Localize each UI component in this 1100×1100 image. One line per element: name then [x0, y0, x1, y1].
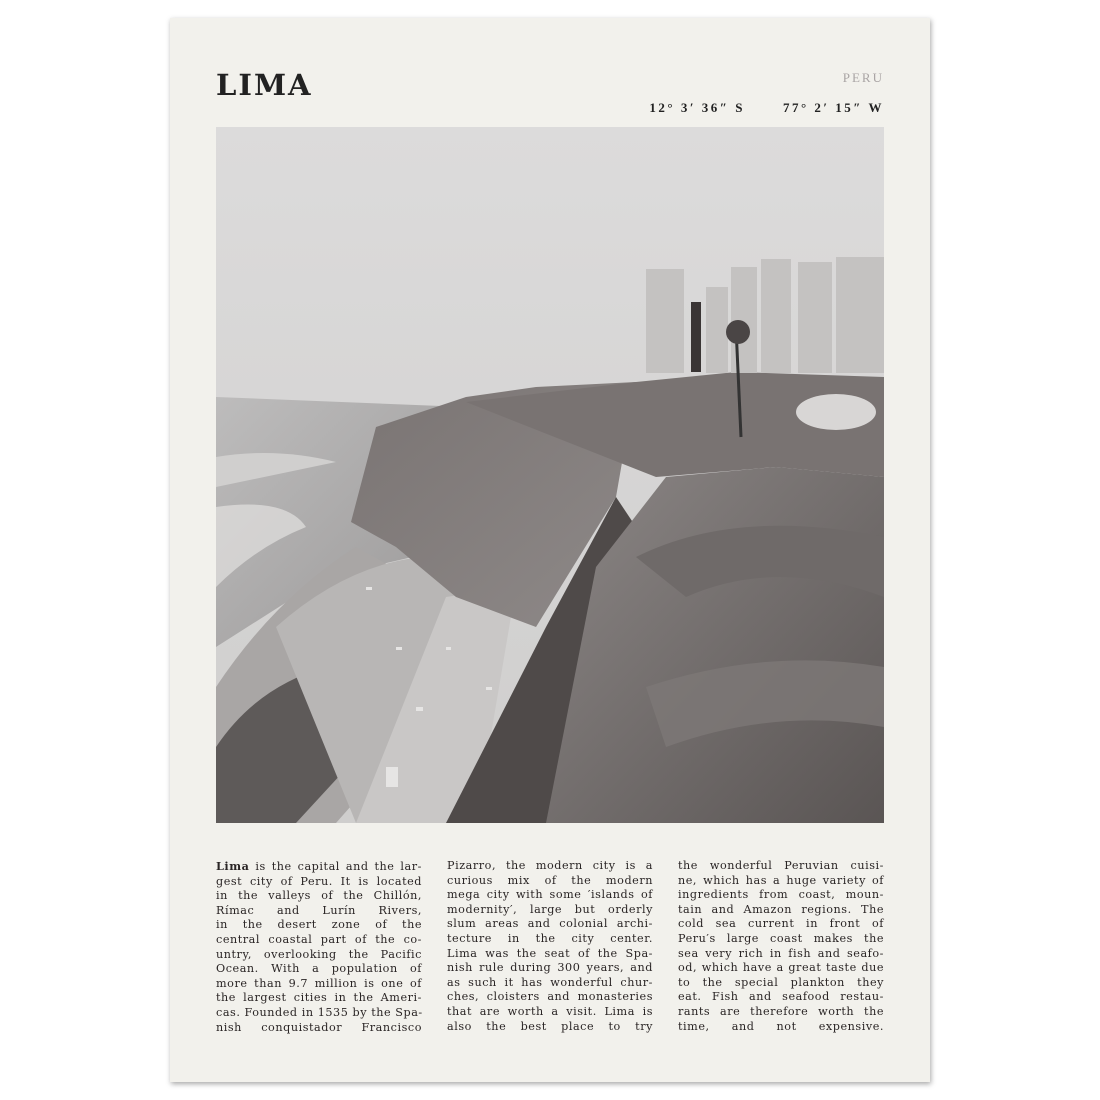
text-line: tecture in the city center. [447, 931, 653, 945]
text-line: Lima was the seat of the Spa- [447, 946, 653, 960]
text-line: Pizarro, the modern city is a [447, 859, 653, 872]
description [216, 859, 884, 1035]
text-line: curious mix of the modern [447, 873, 653, 887]
text-line: Ocean. With a population of [216, 962, 422, 976]
longitude: 77° 2′ 15″ W [782, 100, 884, 115]
text-line: gest city of Peru. It is located [216, 874, 422, 888]
text-line: Rímac and Lurín Rivers, [216, 903, 422, 917]
text-line: ches, cloisters and monasteries [447, 990, 653, 1004]
text-line: ne, which has a huge variety of [678, 873, 884, 887]
text-line: cold sea current in front of [678, 917, 884, 931]
text-line-rest: is the capital and the lar- [255, 860, 422, 873]
text-line: also the best place to try [447, 1019, 653, 1033]
latitude: 12° 3′ 36″ S [649, 100, 745, 115]
text-column [447, 859, 653, 1035]
text-column [216, 859, 422, 1035]
text-line: as such it has wonderful chur- [447, 975, 653, 989]
lighthouse [691, 302, 701, 372]
text-line: modernity′, large but orderly [447, 902, 653, 916]
text-line: more than 9.7 million is one of [216, 976, 422, 990]
text-line: central coastal part of the co- [216, 932, 422, 946]
text-line: untry, overlooking the Pacific [216, 947, 422, 961]
skyline-buildings [646, 257, 884, 373]
text-line [216, 859, 422, 875]
city-photo [216, 127, 884, 823]
text-column [678, 859, 884, 1035]
coordinates [649, 100, 884, 116]
text-line: sea very rich in fish and seafo- [678, 946, 884, 960]
sculpture [796, 394, 876, 430]
text-line: that are worth a visit. Lima is [447, 1004, 653, 1018]
text-line: to the special plankton they [678, 975, 884, 989]
text-line: nish conquistador Francisco [216, 1020, 422, 1034]
text-line: ingredients from coast, moun- [678, 888, 884, 902]
lead-word: Lima [216, 859, 250, 873]
country-label: PERU [842, 70, 884, 85]
poster [170, 18, 930, 1082]
text-line: Peru′s large coast makes the [678, 931, 884, 945]
palm-crown [726, 320, 750, 344]
text-line: eat. Fish and seafood restau- [678, 990, 884, 1004]
text-line: mega city with some ′islands of [447, 888, 653, 902]
text-line: cas. Founded in 1535 by the Spa- [216, 1005, 423, 1019]
text-line: tain and Amazon regions. The [678, 902, 884, 916]
text-line: time, and not expensive. [678, 1019, 884, 1033]
text-line: slum areas and colonial archi- [447, 917, 653, 931]
text-line: in the valleys of the Chillón, [216, 889, 422, 903]
text-line: the largest cities in the Ameri- [216, 991, 422, 1005]
city-title: LIMA [216, 68, 313, 102]
text-line: the wonderful Peruvian cuisi- [678, 859, 884, 872]
text-line: od, which have a great taste due [678, 961, 884, 975]
text-line: in the desert zone of the [216, 918, 422, 932]
text-line: nish rule during 300 years, and [447, 961, 653, 975]
text-line: rants are therefore worth the [678, 1004, 884, 1018]
